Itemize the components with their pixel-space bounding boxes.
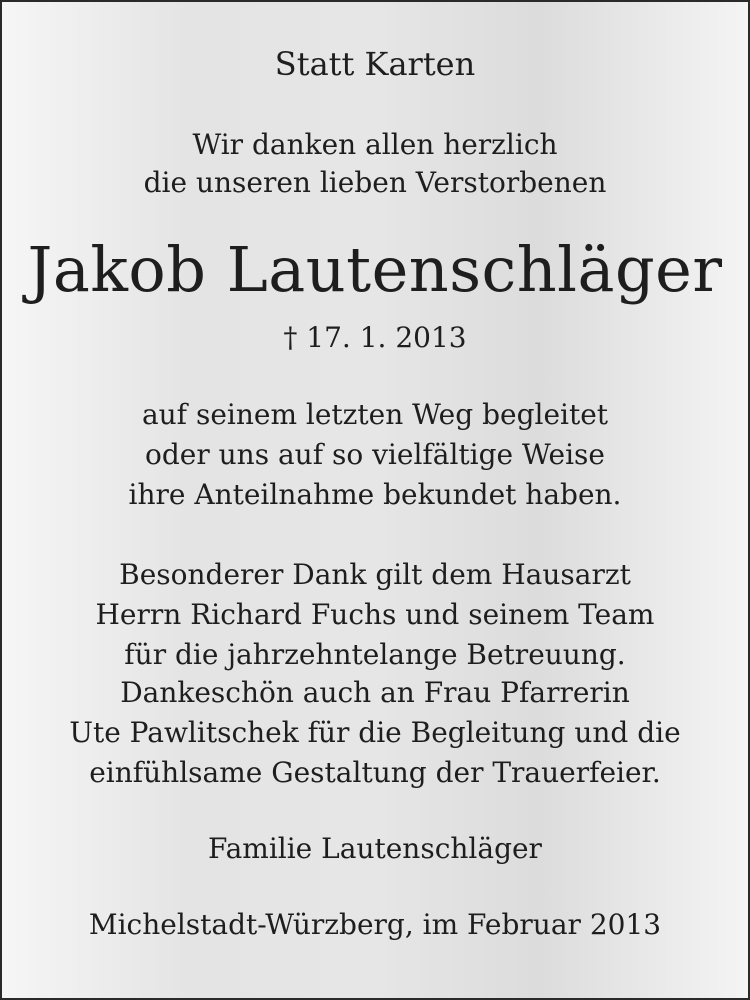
notice-heading: Statt Karten: [274, 45, 476, 83]
middle-line-2: oder uns auf so vielfältige Weise: [145, 438, 605, 471]
thanks-line-2: Herrn Richard Fuchs und seinem Team: [95, 598, 655, 631]
thanks-line-1: Besonderer Dank gilt dem Hausarzt: [119, 558, 631, 591]
thanks-line-5: Ute Pawlitschek für die Begleitung und die: [69, 716, 681, 749]
intro-line-1: Wir danken allen herzlich: [192, 128, 558, 161]
place-and-date: Michelstadt-Würzberg, im Februar 2013: [88, 908, 662, 941]
intro-line-2: die unseren lieben Verstorbenen: [143, 166, 607, 199]
thanks-line-3: für die jahrzehntelange Betreuung.: [124, 638, 626, 671]
death-date: † 17. 1. 2013: [283, 321, 467, 354]
middle-line-1: auf seinem letzten Weg begleitet: [141, 398, 609, 431]
thanks-line-6: einfühlsame Gestaltung der Trauerfeier.: [89, 756, 661, 789]
middle-line-3: ihre Anteilnahme bekundet haben.: [128, 478, 622, 511]
family-signature: Familie Lautenschläger: [208, 832, 542, 865]
thanks-line-4: Dankeschön auch an Frau Pfarrerin: [120, 676, 630, 709]
deceased-name: Jakob Lautenschläger: [27, 233, 723, 306]
